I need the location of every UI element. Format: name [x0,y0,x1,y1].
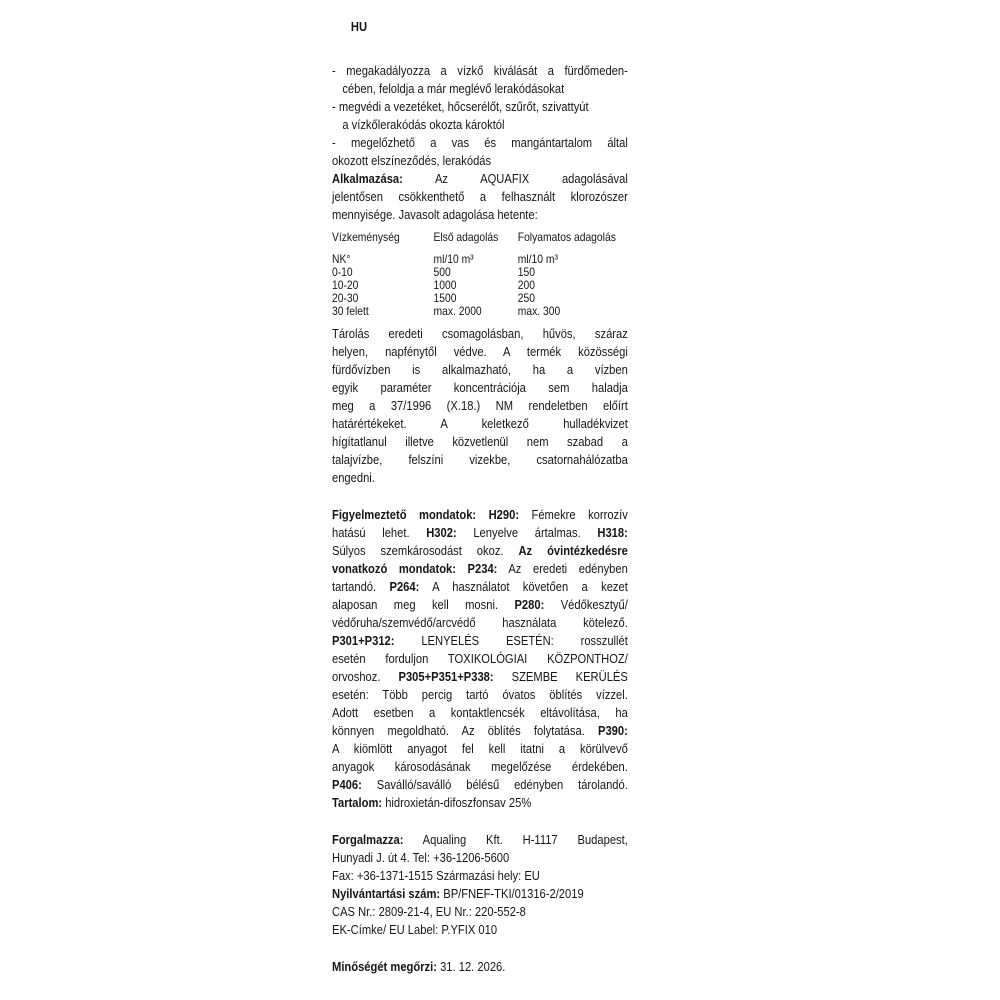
product-label [332,18,628,976]
dosage-row: 20-30 1500 250 [332,291,535,305]
intro-line: okozott elszíneződés, lerakódás [332,153,492,168]
intro-line: - megelőzhető a vas és mangántartalom által [332,135,628,150]
storage-paragraph: Tárolás eredeti csomagolásban, hűvös, száraz helyen, napfénytől védve. A termék közösségi fürdővízben is alkalmazható, ha a vízben egyik paraméter koncentrációja sem haladja meg a 37/1996 (X.18.) NM rendeletben előírt határértékeket. A keletkező hulladékvizet hígítatlanul illetve közvetlenül nem szabad a talajvízbe, felszíni vizekbe, csatornahálózatba engedni. [332,326,628,485]
contents-line: Tartalom: hidroxietán-difoszfonsav 25% [332,795,532,810]
intro-line: a vízkőlerakódás okozta károktól [342,117,505,132]
dosage-row: 30 felett max. 2000 max. 300 [332,304,561,318]
intro-line: cében, feloldja a már meglévő lerakódásokat [342,81,565,96]
dosage-header: Vízkeménység [332,230,400,244]
dosage-header: Folyamatos adagolás [517,230,616,244]
best-before-date: Minőségét megőrzi: 31. 12. 2026. [332,959,506,974]
application-line: Alkalmazása: Az AQUAFIX adagolásával [332,171,628,186]
dosage-units-row [332,253,628,266]
dosage-unit: ml/10 m³ [433,252,474,266]
application-line: jelentősen csökkenthető a felhasznált klorozószer [332,189,628,204]
dosage-row: 0-10 500 150 [332,265,535,279]
dosage-unit: NK° [332,252,351,266]
dosage-unit: ml/10 m³ [517,252,558,266]
dosage-row: 10-20 1000 200 [332,278,535,292]
application-label: Alkalmazása: [332,171,403,186]
intro-line: - megvédi a vezetéket, hőcserélőt, szűrőt, szivattyút [332,99,589,114]
dosage-header-row [332,231,628,253]
dosage-header: Első adagolás [433,230,499,244]
intro-bullets [332,62,628,170]
application-section [332,170,628,224]
hazard-statements: Figyelmeztető mondatok: H290: Fémekre korrozív hatású lehet. H302: Lenyelve ártalmas. H318: Súlyos szemkárosodást okoz. Az óvintézkedésre vonatkozó mondatok: P234: Az eredeti edényben tartandó. P264: A használatot követően a kezet alaposan meg kell mosni. P280: Védőkesztyű/ védőruha/szemvédő/arcvédő használata kötelező. P301+P312: LENYELÉS ESETÉN: rosszullét esetén forduljon TOXIKOLÓGIAI KÖZPONTHOZ/ orvoshoz. P305+P351+P338: SZEMBE KERÜLÉS esetén: Több percig tartó óvatos öblítés vízzel. Adott esetben a kontaktlencsék eltávolítása, ha könnyen megoldható. Az öblítés folytatása. P390: A kiömlött anyagot fel kell itatni a körülvevő anyagok károsodásának megelőzése érdekében. P406: Saválló/saválló bélésű edényben tárolandó. Tartalom: hidroxietán-difoszfonsav 25% [332,507,628,810]
intro-line: - megakadályozza a vízkő kiválását a fürdőmeden- [332,63,628,78]
application-line: mennyisége. Javasolt adagolása hetente: [332,207,538,222]
registration-number: Nyilvántartási szám: BP/FNEF-TKI/01316-2/2019 [332,886,584,901]
distributor-info: Forgalmazza: Aqualing Kft. H-1117 Budapest, Hunyadi J. út 4. Tel: +36-1206-5600 Fax: +36-1371-1515 Származási hely: EU Nyilvántartási szám: BP/FNEF-TKI/01316-2/2019 CAS Nr.: 2809-21-4, EU Nr.: 220-552-8 EK-Címke/ EU Label: P.YFIX 010 [332,832,628,937]
language-code: HU [350,19,368,34]
dosage-table [332,231,628,318]
